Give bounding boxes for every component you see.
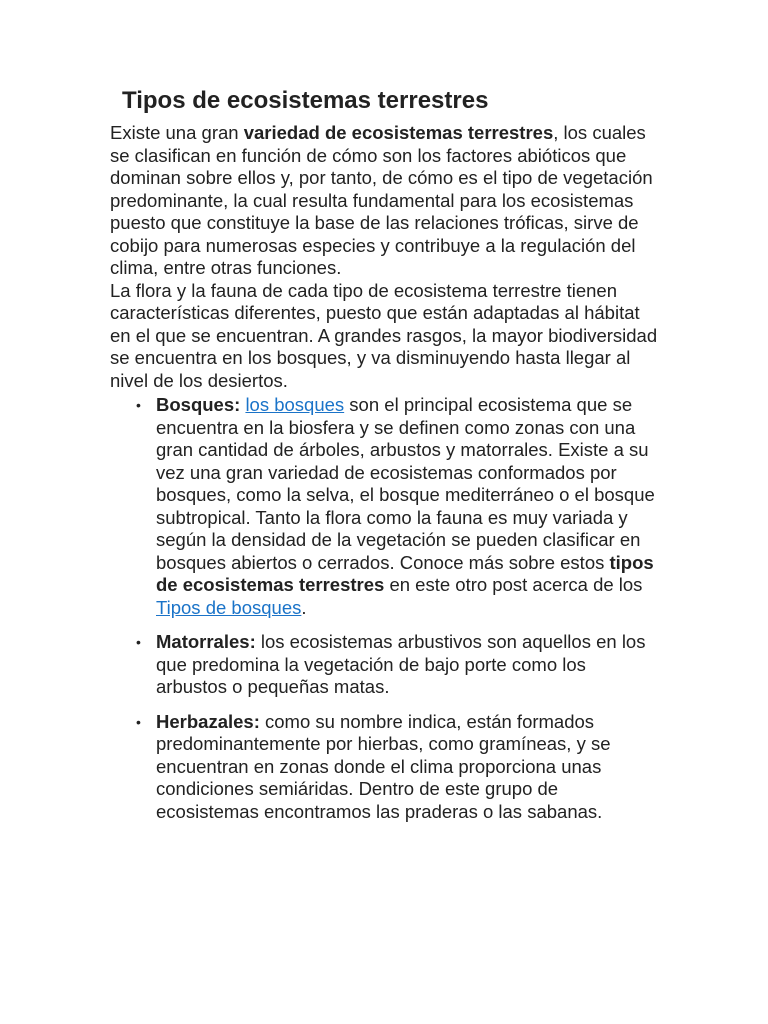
link-tipos-de-bosques[interactable]: Tipos de bosques bbox=[156, 596, 302, 618]
list-item-herbazales bbox=[136, 710, 660, 824]
intro-bold-phrase: variedad de ecosistemas terrestres bbox=[243, 122, 554, 143]
link-los-bosques[interactable]: los bosques bbox=[245, 394, 345, 415]
document-page bbox=[110, 84, 660, 835]
intro-paragraph-1 bbox=[110, 122, 660, 280]
matorrales-text: los ecosistemas arbustivos son aquellos en los que predomina la vegetación de bajo porte como los arbustos o pequeñas matas. bbox=[156, 631, 646, 697]
page-title: Tipos de ecosistemas terrestres bbox=[122, 87, 489, 114]
matorrales-label: Matorrales: bbox=[156, 631, 256, 652]
bosques-text-2: en este otro post acerca de los bbox=[384, 574, 643, 595]
bosques-bold-phrase: tipos de ecosistemas terrestres bbox=[156, 551, 654, 595]
bullet-icon: • bbox=[136, 634, 141, 650]
bosques-text-1: son el principal ecosistema que se encuentra en la biosfera y se definen como zonas con una gran cantidad de árboles, arbustos y matorrales. Existe a su vez una gran variedad de ecosistemas conformados por bosques, como la selva, el bosque mediterráneo o el bosque subtropical. Tanto la flora como la fauna es muy variada y según la densidad de la vegetación se pueden clasificar en bosques abiertos o cerrados. Conoce más sobre estos bbox=[156, 394, 655, 573]
herbazales-label: Herbazales: bbox=[156, 710, 260, 732]
list-item-bosques: • Bosques: los bosques son el principal ecosistema que se encuentra en la biosfera y se definen como zonas con una gran cantidad de árboles, arbustos y matorrales. Existe a su vez una gran variedad de ecosistemas conformados por bosques, como la selva, el bosque mediterráneo o el bosque subtropical. Tanto la flora como la fauna es muy variada y según la densidad de la vegetación se pueden clasificar en bosques abiertos o cerrados. Conoce más sobre estos tipos de ecosistemas terrestres en este otro post acerca de los Tipos de bosques. bbox=[136, 394, 655, 618]
bullet-icon: • bbox=[136, 713, 141, 730]
list-item-matorrales bbox=[136, 631, 660, 699]
intro-text-start: Existe una gran bbox=[110, 122, 244, 143]
intro-paragraph-2: La flora y la fauna de cada tipo de ecosistema terrestre tienen características diferentes, puesto que están adaptadas al hábitat en el que se encuentran. A grandes rasgos, la mayor biodiversidad se encuentra en los bosques, y va disminuyendo hasta llegar al nivel de los desiertos. bbox=[110, 279, 658, 391]
intro-text-end: , los cuales se clasifican en función de cómo son los factores abióticos que dominan sobre ellos y, por tanto, de cómo es el tipo de vegetación predominante, la cual resulta fundamental para los ecosistemas puesto que constituye la base de las relaciones tróficas, sirve de cobijo para numerosas especies y contribuye a la regulación del clima, entre otras funciones. bbox=[110, 122, 653, 278]
bullet-icon: • bbox=[136, 397, 141, 413]
bosques-label: Bosques: bbox=[156, 394, 241, 415]
herbazales-text: como su nombre indica, están formados predominantemente por hierbas, como gramíneas, y se encuentran en zonas donde el clima proporciona unas condiciones semiáridas. Dentro de este grupo de ecosistemas encontramos las praderas o las sabanas. bbox=[156, 710, 611, 822]
ecosystem-list bbox=[110, 394, 660, 823]
